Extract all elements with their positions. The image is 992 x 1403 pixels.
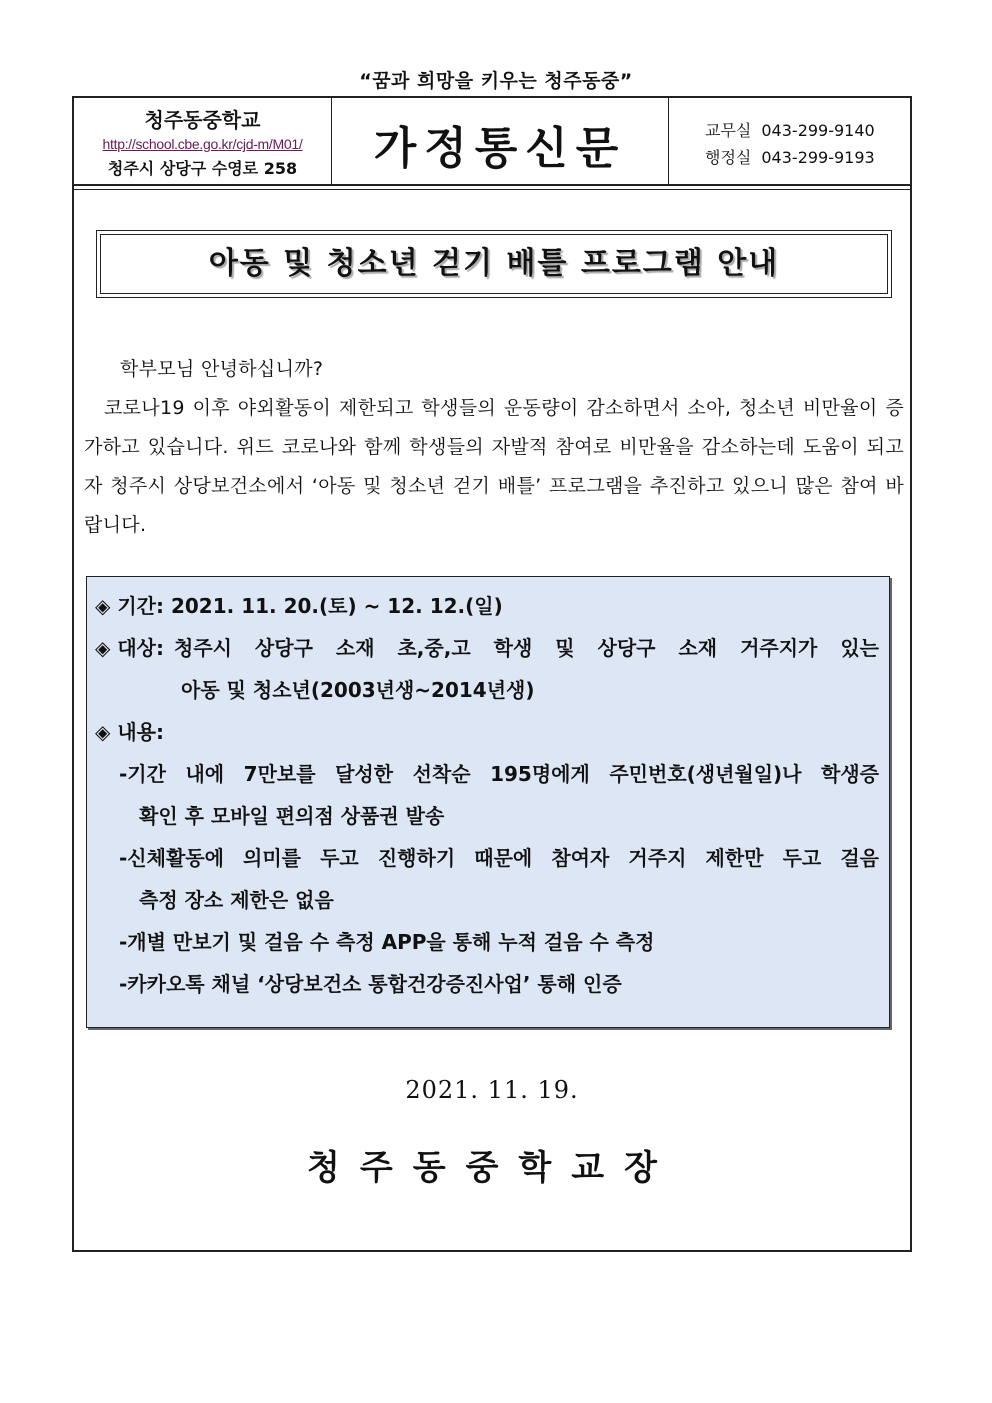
period-line	[95, 585, 879, 627]
notice-title: 아동 및 청소년 걷기 배틀 프로그램 안내	[100, 234, 888, 294]
content-line	[95, 711, 879, 753]
phone-row-office	[705, 118, 910, 141]
target-value-line1: 청주시 상당구 소재 초,중,고 학생 및 상당구 소재 거주지가 있는	[174, 636, 879, 660]
school-address: 청주시 상당구 수영로 258	[107, 159, 298, 178]
diamond-bullet-icon: ◈	[95, 720, 111, 744]
diamond-bullet-icon: ◈	[95, 594, 111, 618]
content-item: -카카오톡 채널 ‘상당보건소 통합건강증진사업’ 통해 인증	[119, 972, 622, 996]
newsletter-title-cell	[332, 98, 669, 184]
content-item: -신체활동에 의미를 두고 진행하기 때문에 참여자 거주지 제한만 두고 걸음	[119, 846, 879, 870]
body-text	[84, 350, 904, 545]
newsletter-header	[74, 98, 910, 186]
phone-number: 043-299-9193	[761, 148, 875, 167]
content-item: -기간 내에 7만보를 달성한 선착순 195명에게 주민번호(생년월일)나 학생증	[119, 762, 879, 786]
school-info-cell	[74, 98, 332, 184]
content-item: -개별 만보기 및 걸음 수 측정 APP을 통해 누적 걸음 수 측정	[119, 930, 655, 954]
target-label: 대상:	[117, 636, 164, 660]
newsletter-frame	[72, 96, 912, 1252]
content-item-cont: 측정 장소 제한은 없음	[139, 888, 334, 912]
phone-info-cell	[669, 98, 910, 184]
school-name: 청주동중학교	[144, 108, 261, 132]
principal-signature: 청주동중학교장	[307, 1148, 677, 1188]
period-value: 2021. 11. 20.(토) ~ 12. 12.(일)	[170, 594, 503, 618]
diamond-bullet-icon: ◈	[95, 636, 111, 660]
target-head	[95, 627, 164, 669]
content-item-cont: 확인 후 모바일 편의점 상품권 발송	[139, 804, 445, 828]
phone-label: 교무실	[705, 121, 752, 140]
newsletter-title: 가정통신문	[373, 123, 627, 174]
content-label: 내용:	[117, 720, 164, 744]
info-box	[86, 576, 890, 1028]
target-line	[95, 627, 879, 669]
phone-row-admin	[705, 145, 910, 168]
target-value-line2: 아동 및 청소년(2003년생~2014년생)	[181, 678, 535, 702]
body-paragraph: 코로나19 이후 야외활동이 제한되고 학생들의 운동량이 감소하면서 소아, 청소년 비만율이 증가하고 있습니다. 위드 코로나와 함께 학생들의 자발적 참여로 비만율을 감소하는데 도움이 되고자 청주시 상당보건소에서 ‘아동 및 청소년 걷기 배틀’ 프로그램을 추진하고 있으니 많은 참여 바랍니다.	[84, 397, 904, 536]
phone-number: 043-299-9140	[761, 121, 875, 140]
school-motto: “꿈과 희망을 키우는 청주동중”	[359, 70, 633, 92]
school-url-link[interactable]: http://school.cbe.go.kr/cjd-m/M01/	[102, 136, 303, 152]
period-label: 기간:	[117, 594, 164, 618]
greeting: 학부모님 안녕하십니까?	[120, 358, 324, 380]
issue-date: 2021. 11. 19.	[405, 1076, 579, 1104]
notice-title-box	[96, 230, 892, 298]
phone-label: 행정실	[705, 148, 752, 167]
